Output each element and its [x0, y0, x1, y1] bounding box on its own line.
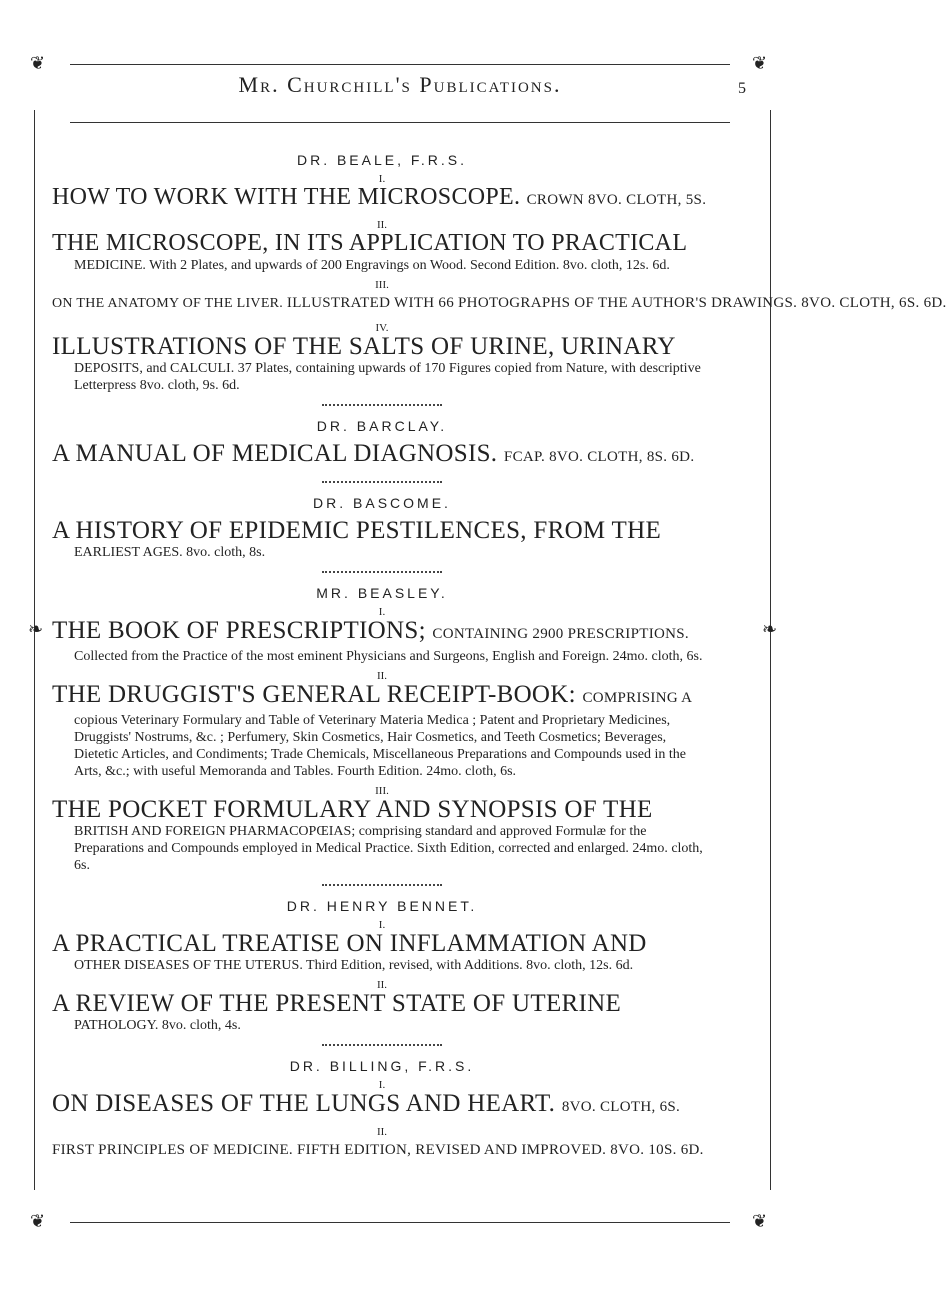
book-title-text: FIRST PRINCIPLES OF MEDICINE.	[52, 1142, 293, 1158]
author-heading: MR. BEASLEY.	[316, 585, 448, 601]
book-title	[52, 1137, 712, 1164]
publication-entry	[52, 920, 712, 974]
book-title	[52, 517, 712, 544]
publication-entry	[52, 607, 712, 665]
book-title-text: ON DISEASES OF THE LUNGS AND HEART.	[52, 1090, 556, 1117]
section-divider	[322, 880, 442, 886]
right-rule	[770, 110, 771, 1190]
publication-entry	[52, 174, 712, 214]
publication-list	[52, 140, 947, 1170]
corner-ornament-icon: ❦	[752, 1211, 768, 1231]
book-title	[52, 1090, 712, 1121]
book-title	[52, 990, 712, 1017]
side-ornament-icon: ❧	[762, 619, 778, 639]
book-title-text: A HISTORY OF EPIDEMIC PESTILENCES, FROM THE	[52, 517, 662, 544]
book-details: ILLUSTRATED WITH 66 PHOTOGRAPHS OF THE AUTHOR'S DRAWINGS. 8VO. CLOTH, 6S. 6D.	[286, 295, 947, 311]
book-title	[52, 617, 712, 648]
entry-number: II.	[376, 219, 388, 231]
section-divider	[322, 477, 442, 483]
left-rule	[34, 110, 35, 1190]
section-divider	[322, 1040, 442, 1046]
author-heading: DR. BILLING, F.R.S.	[289, 1058, 475, 1074]
running-header: Mr. Churchill's Publications.	[238, 72, 562, 97]
book-title-text: THE POCKET FORMULARY AND SYNOPSIS OF THE	[52, 796, 653, 823]
publication-entry	[52, 980, 712, 1034]
book-title	[52, 184, 712, 214]
section-divider	[322, 400, 442, 406]
book-description: MEDICINE. With 2 Plates, and upwards of 200 Engravings on Wood. Second Edition. 8vo. cloth, 12s. 6d.	[74, 258, 670, 273]
book-title	[52, 290, 947, 317]
entry-number: II.	[376, 670, 388, 682]
book-title-text: THE BOOK OF PRESCRIPTIONS;	[52, 617, 426, 644]
entry-number: I.	[378, 1079, 386, 1091]
entry-number: II.	[376, 1126, 388, 1138]
book-details: 8VO. CLOTH, 6S.	[561, 1099, 681, 1115]
publication-entry	[52, 1080, 712, 1121]
entry-number: II.	[376, 979, 388, 991]
author-heading: DR. BASCOME.	[313, 495, 451, 511]
section-divider	[322, 567, 442, 573]
entry-number: IV.	[375, 322, 389, 334]
publication-entry	[52, 440, 712, 471]
book-title-text: A REVIEW OF THE PRESENT STATE OF UTERINE	[52, 990, 622, 1017]
top-rule	[70, 64, 730, 65]
book-details: CROWN 8VO. CLOTH, 5S.	[526, 192, 707, 208]
book-title-text: THE DRUGGIST'S GENERAL RECEIPT-BOOK:	[52, 681, 576, 708]
header-rule	[70, 122, 730, 123]
publication-entry	[52, 279, 947, 317]
book-title-text: THE MICROSCOPE, IN ITS APPLICATION TO PRACTICAL	[52, 230, 688, 256]
book-description: DEPOSITS, and CALCULI. 37 Plates, containing upwards of 170 Figures copied from Nature, with descriptive Letterpress 8vo. cloth, 9s. 6d.	[74, 361, 701, 393]
author-heading: DR. BARCLAY.	[316, 418, 448, 434]
book-title-text: ON THE ANATOMY OF THE LIVER.	[52, 296, 284, 311]
publication-entry	[52, 517, 712, 561]
author-heading: DR. BEALE, F.R.S.	[296, 152, 468, 168]
book-description: EARLIEST AGES. 8vo. cloth, 8s.	[74, 545, 266, 560]
book-description: Collected from the Practice of the most eminent Physicians and Surgeons, English and Foreign. 24mo. cloth, 6s.	[74, 649, 703, 664]
book-details: CONTAINING 2900 PRESCRIPTIONS.	[432, 626, 689, 642]
publication-entry	[52, 1127, 712, 1164]
book-title-text: ILLUSTRATIONS OF THE SALTS OF URINE, URINARY	[52, 333, 676, 360]
publication-entry	[52, 220, 712, 274]
book-description: copious Veterinary Formulary and Table of Veterinary Materia Medica ; Patent and Proprietary Medicines, Druggists' Nostrums, &c. ; Perfumery, Skin Cosmetics, Hair Cosmetics, and Teeth Cosmetics; Beverages, Dietetic Articles, and Condiments; Trade Chemicals, Miscellaneous Preparations and Compounds used in the Arts, &c.; with useful Memoranda and Tables. Fourth Edition. 24mo. cloth, 6s.	[74, 713, 687, 779]
entry-number: III.	[375, 785, 389, 797]
publication-entry	[52, 323, 712, 394]
entry-number: I.	[378, 173, 386, 185]
book-title	[52, 440, 712, 471]
book-title	[52, 681, 712, 712]
publication-entry	[52, 786, 712, 874]
page-number: 5	[738, 80, 746, 97]
publication-entry	[52, 671, 712, 780]
book-title	[52, 930, 712, 957]
book-title-text: A PRACTICAL TREATISE ON INFLAMMATION AND	[52, 930, 647, 957]
book-title	[52, 333, 712, 360]
book-description: OTHER DISEASES OF THE UTERUS. Third Edition, revised, with Additions. 8vo. cloth, 12s. 6d.	[74, 958, 634, 973]
corner-ornament-icon: ❦	[30, 53, 46, 73]
book-description: BRITISH AND FOREIGN PHARMACOPŒIAS; comprising standard and approved Formulæ for the Preparations and Compounds employed in Medical Practice. Sixth Edition, corrected and enlarged. 24mo. cloth, 6s.	[74, 824, 703, 873]
book-title-text: A MANUAL OF MEDICAL DIAGNOSIS.	[52, 440, 498, 467]
book-title-text: HOW TO WORK WITH THE MICROSCOPE.	[52, 184, 521, 210]
book-description: PATHOLOGY. 8vo. cloth, 4s.	[74, 1018, 241, 1033]
bottom-rule	[70, 1222, 730, 1223]
book-details: COMPRISING A	[582, 690, 693, 706]
corner-ornament-icon: ❦	[752, 53, 768, 73]
corner-ornament-icon: ❦	[30, 1211, 46, 1231]
entry-number: III.	[375, 279, 389, 291]
entry-number: I.	[378, 919, 386, 931]
author-heading: DR. HENRY BENNET.	[286, 898, 478, 914]
book-details: FIFTH EDITION, REVISED AND IMPROVED. 8VO. 10S. 6D.	[297, 1142, 704, 1158]
entry-number: I.	[378, 606, 386, 618]
book-details: FCAP. 8VO. CLOTH, 8S. 6D.	[503, 449, 695, 465]
side-ornament-icon: ❧	[28, 619, 44, 639]
book-title	[52, 230, 712, 257]
book-title	[52, 796, 712, 823]
